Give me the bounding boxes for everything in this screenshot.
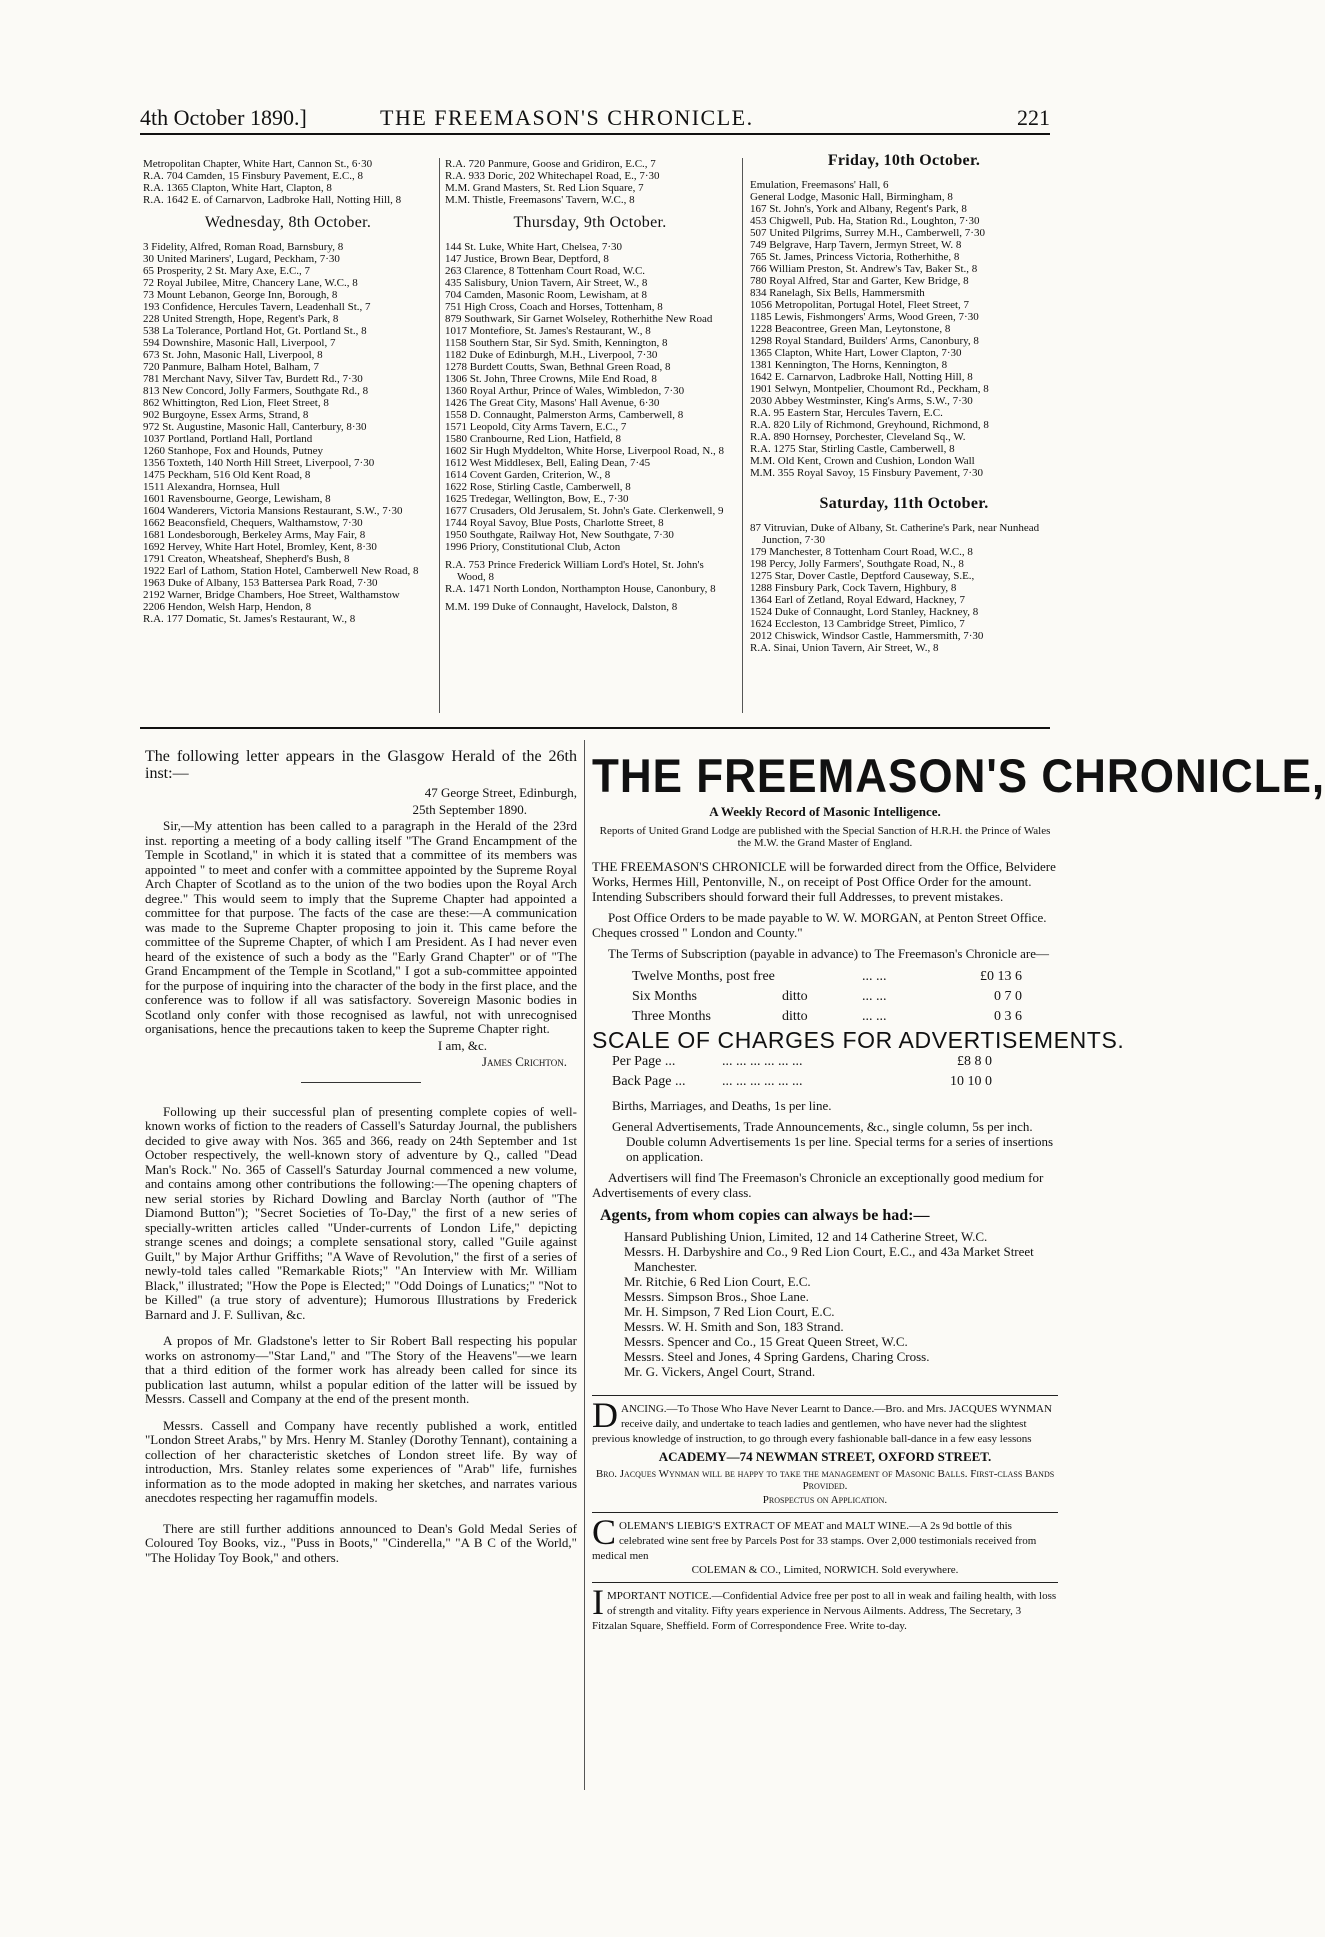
lodge-entry: 1278 Burdett Coutts, Swan, Bethnal Green Road, 8 [445, 361, 671, 373]
masthead [140, 105, 1050, 135]
lodge-entry: 972 St. Augustine, Masonic Hall, Canterbury, 8·30 [143, 421, 367, 433]
lodge-entry: 1558 D. Connaught, Palmerston Arms, Camberwell, 8 [445, 409, 684, 421]
coleman-address: COLEMAN & CO., Limited, NORWICH. Sold everywhere. [691, 1564, 959, 1576]
column-rule [742, 158, 743, 713]
agent-entry: Mr. H. Simpson, 7 Red Lion Court, E.C. [624, 1304, 835, 1319]
lodge-entry: 1524 Duke of Connaught, Lord Stanley, Hackney, 8 [750, 606, 979, 618]
lodge-entry: 2192 Warner, Bridge Chambers, Hoe Street, Walthamstow [143, 589, 400, 601]
lodge-entry: Metropolitan Chapter, White Hart, Cannon St., 6·30 [143, 158, 373, 170]
lodge-entry: 167 St. John's, York and Albany, Regent's Park, 8 [750, 203, 967, 215]
notice-ad [592, 1582, 1058, 1632]
charges-price: 10 10 0 [950, 1074, 992, 1089]
lodge-entry: 1182 Duke of Edinburgh, M.H., Liverpool, 7·30 [445, 349, 658, 361]
charges-dots: ... ... ... ... ... ... [722, 1074, 803, 1089]
lodge-entry: 594 Downshire, Masonic Hall, Liverpool, 7 [143, 337, 336, 349]
article-paragraph: There are still further additions announced to Dean's Gold Medal Series of Coloured Toy Books, viz., "Puss in Boots," "Cinderella," "A B C of the World," "The Holiday Toy Book," and others. [145, 1520, 577, 1565]
lodge-entry: 1260 Stanhope, Fox and Hounds, Putney [143, 445, 323, 457]
terms-dots: ... ... [862, 969, 887, 984]
column-rule [439, 158, 440, 713]
lodge-column-2 [445, 158, 735, 613]
agents-list [592, 1229, 1058, 1379]
article-paragraph: Messrs. Cassell and Company have recently published a work, entitled "London Street Arabs," by Mrs. Henry M. Stanley (Dorothy Tennant), containing a collection of her characteristic sketches of London street life. By way of introduction, Mrs. Stanley relates some experiences of "Arab" life, furnishes information as to the mode adopted in making her sketches, and narrates various anecdotes respecting her ragamuffin models. [145, 1417, 577, 1505]
lodge-list-top [445, 158, 735, 206]
lodge-entry: 1612 West Middlesex, Bell, Ealing Dean, 7·45 [445, 457, 651, 469]
article-paragraph: A propos of Mr. Gladstone's letter to Sir Robert Ball respecting his popular works on astronomy—"Star Land," and "The Story of the Heavens"—we learn that a third edition of the former work has already been called for since its publication last autumn, whilst a popular edition of the latter will be issued by Messrs. Cassell and Company at the end of the present month. [145, 1333, 577, 1406]
lodge-entry: 1625 Tredegar, Wellington, Bow, E., 7·30 [445, 493, 629, 505]
day-heading: Friday, 10th October. [827, 152, 981, 169]
lodge-entry: 538 La Tolerance, Portland Hot, Gt. Portland St., 8 [143, 325, 367, 337]
charges-row [612, 1052, 1058, 1072]
lodge-entry: 1614 Covent Garden, Criterion, W., 8 [445, 469, 611, 481]
lodge-entry: 704 Camden, Masonic Room, Lewisham, at 8 [445, 289, 647, 301]
lodge-entry: R.A. 933 Doric, 202 Whitechapel Road, E., 7·30 [445, 170, 660, 182]
letter-date: 25th September 1890. [412, 801, 527, 817]
charges-table [612, 1052, 1058, 1092]
letter-close: I am, &c. [437, 1037, 487, 1053]
day-heading: Wednesday, 8th October. [204, 214, 372, 231]
lodge-entry: 765 St. James, Princess Victoria, Rotherhithe, 8 [750, 251, 960, 263]
drop-cap: C [592, 1512, 617, 1552]
lodge-entry: 780 Royal Alfred, Star and Garter, Kew Bridge, 8 [750, 275, 969, 287]
lodge-entry: 1288 Finsbury Park, Cock Tavern, Highbury, 8 [750, 582, 957, 594]
lodge-entry: 453 Chigwell, Pub. Ha, Station Rd., Loughton, 7·30 [750, 215, 980, 227]
lodge-entry: 1662 Beaconsfield, Chequers, Walthamstow, 7·30 [143, 517, 363, 529]
lodge-entry: Emulation, Freemasons' Hall, 6 [750, 179, 889, 191]
lodge-entry: 902 Burgoyne, Essex Arms, Strand, 8 [143, 409, 309, 421]
letter-address-line: 47 George Street, Edinburgh, [424, 785, 577, 800]
letter-section [145, 748, 577, 1567]
letter-body: Sir,—My attention has been called to a paragraph in the Herald of the 23rd inst. reporting a meeting of a body calling itself "The Grand Encampment of the Temple in Scotland," in which it is stated that a committee of its members was appointed " to meet and confer with a committee appointed by the Supreme Royal Arch Chapter of Scotland as to the union of the two bodies upon the Royal Arch degree." This would seem to imply that the Supreme Chapter had appointed a committee for that purpose. The facts of the case are these:—A communication was made to the Supreme Chapter proposing to join it. This came before the committee of the Supreme Chapter, of which I am President. As I had never even heard of the existence of such a body as the "Early Grand Chapter" or of "The Grand Encampment of the Temple in Scotland," I got a sub-committee appointed for the purpose of inquiring into the character of the body in the first place, and the conference was to follow if all was satisfactory. Sovereign Masonic bodies in Scotland only confer with those recognised as lawful, not with unrecognised organisations, hence the precautions taken to keep the Supreme Chapter right. [145, 818, 577, 1036]
lodge-entry: 1692 Hervey, White Hart Hotel, Bromley, Kent, 8·30 [143, 541, 377, 553]
lodge-entry: 1365 Clapton, White Hart, Lower Clapton, 7·30 [750, 347, 962, 359]
lodge-entry: R.A. 720 Panmure, Goose and Gridiron, E.C., 7 [445, 158, 656, 170]
publication-title: THE FREEMASON'S CHRONICLE. [380, 105, 754, 130]
terms-ditto: ditto [782, 989, 808, 1004]
terms-dots: ... ... [862, 1009, 887, 1024]
terms-row [632, 967, 1058, 987]
academy-line: ACADEMY—74 NEWMAN STREET, OXFORD STREET. [658, 1449, 992, 1464]
general-note: General Advertisements, Trade Announcements, &c., single column, 5s per inch. Double column Advertisements 1s per line. Special terms for a series of insertions on application. [612, 1119, 1054, 1164]
lodge-entry: M.M. 355 Royal Savoy, 15 Finsbury Pavement, 7·30 [750, 467, 984, 479]
notice-text: MPORTANT NOTICE.—Confidential Advice free per post to all in weak and failing health, with loss of strength and vitality. Fifty years experience in Nervous Ailments. Address, The Secretary, 3 Fitzalan Square, Sheffield. Form of Correspondence Free. Write to-day. [592, 1590, 1057, 1632]
terms-ditto [782, 967, 862, 987]
lodge-entry: 1681 Londesborough, Berkeley Arms, May Fair, 8 [143, 529, 366, 541]
lodge-entry: 1228 Beacontree, Green Man, Leytonstone, 8 [750, 323, 951, 335]
drop-cap: I [592, 1582, 604, 1622]
lodge-entry: 147 Justice, Brown Bear, Deptford, 8 [445, 253, 609, 265]
terms-price: 0 7 0 [994, 989, 1022, 1004]
agents-heading: Agents, from whom copies can always be had:— [600, 1207, 930, 1224]
lodge-entry: 1601 Ravensbourne, George, Lewisham, 8 [143, 493, 331, 505]
terms-price: £0 13 6 [980, 969, 1022, 984]
lodge-entry: 862 Whittington, Red Lion, Fleet Street, 8 [143, 397, 329, 409]
terms-label: Six Months [632, 989, 697, 1004]
issue-date: 4th October 1890.] [140, 105, 307, 130]
dancing-ad [592, 1395, 1058, 1506]
day-heading: Thursday, 9th October. [513, 214, 667, 231]
lodge-entry: R.A. 1642 E. of Carnarvon, Ladbroke Hall, Notting Hill, 8 [143, 194, 402, 206]
chronicle-title: THE FREEMASON'S CHRONICLE, [592, 750, 1325, 803]
prospectus-line: Prospectus on Application. [762, 1494, 888, 1506]
lodge-entry: 1360 Royal Arthur, Prince of Wales, Wimbledon, 7·30 [445, 385, 685, 397]
lodge-entry: R.A. 704 Camden, 15 Finsbury Pavement, E.C., 8 [143, 170, 363, 182]
lodge-entry: R.A. 1471 North London, Northampton House, Canonbury, 8 [445, 583, 716, 595]
lodge-entry: 1364 Earl of Zetland, Royal Edward, Hackney, 7 [750, 594, 965, 606]
charges-row [612, 1072, 1058, 1092]
agent-entry: Messrs. W. H. Smith and Son, 183 Strand. [624, 1319, 844, 1334]
lodge-entry: 1571 Leopold, City Arms Tavern, E.C., 7 [445, 421, 627, 433]
lodge-list [750, 522, 1058, 654]
lodge-entry: 813 New Concord, Jolly Farmers, Southgate Rd., 8 [143, 385, 369, 397]
sanction-note: Reports of United Grand Lodge are published with the Special Sanction of H.R.H. the Prince of Wales the M.W. the Grand Master of England. [599, 825, 1051, 849]
lodge-entry: 1791 Creaton, Wheatsheaf, Shepherd's Bush, 8 [143, 553, 350, 565]
divider [301, 1082, 421, 1083]
lodge-entry: R.A. 1365 Clapton, White Hart, Clapton, 8 [143, 182, 332, 194]
lodge-entry: 87 Vitruvian, Duke of Albany, St. Catherine's Park, near Nunhead Junction, 7·30 [750, 522, 1040, 546]
lodge-entry: 1996 Priory, Constitutional Club, Acton [445, 541, 621, 553]
letter-signature: James Crichton. [481, 1054, 567, 1069]
terms-label: Twelve Months, post free [632, 969, 775, 984]
lodge-entry: 749 Belgrave, Harp Tavern, Jermyn Street, W. 8 [750, 239, 962, 251]
lodge-entry: 73 Mount Lebanon, George Inn, Borough, 8 [143, 289, 338, 301]
terms-row [632, 987, 1058, 1007]
lodge-column-1 [143, 158, 433, 625]
lodge-entry: 263 Clarence, 8 Tottenham Court Road, W.C. [445, 265, 646, 277]
lodge-entry: 1642 E. Carnarvon, Ladbroke Hall, Notting Hill, 8 [750, 371, 973, 383]
agent-entry: Hansard Publishing Union, Limited, 12 and 14 Catherine Street, W.C. [624, 1229, 988, 1244]
scale-heading: SCALE OF CHARGES FOR ADVERTISEMENTS. [592, 1027, 1125, 1053]
orders-paragraph: Post Office Orders to be made payable to W. W. MORGAN, at Penton Street Office. Cheques crossed " London and County." [592, 910, 1047, 940]
lodge-entry: 1185 Lewis, Fishmongers' Arms, Wood Green, 7·30 [750, 311, 979, 323]
lodge-entry: 766 William Preston, St. Andrew's Tav, Baker St., 8 [750, 263, 978, 275]
lodge-entry: 1922 Earl of Lathom, Station Hotel, Camberwell New Road, 8 [143, 565, 419, 577]
lodge-entry: 1963 Duke of Albany, 153 Battersea Park Road, 7·30 [143, 577, 378, 589]
lodge-entry: 72 Royal Jubilee, Mitre, Chancery Lane, W.C., 8 [143, 277, 358, 289]
lodge-entry: 1624 Eccleston, 13 Cambridge Street, Pimlico, 7 [750, 618, 965, 630]
lodge-entry: 198 Percy, Jolly Farmers', Southgate Road, N., 8 [750, 558, 964, 570]
lodge-entry: 1475 Peckham, 516 Old Kent Road, 8 [143, 469, 311, 481]
lodge-entry: 673 St. John, Masonic Hall, Liverpool, 8 [143, 349, 323, 361]
terms-price: 0 3 6 [994, 1009, 1022, 1024]
lodge-entry: 193 Confidence, Hercules Tavern, Leadenhall St., 7 [143, 301, 371, 313]
charges-price: £8 8 0 [957, 1054, 992, 1069]
lodge-entry: 1426 The Great City, Masons' Hall Avenue, 6·30 [445, 397, 660, 409]
lodge-entry: R.A. 177 Domatic, St. James's Restaurant, W., 8 [143, 613, 356, 625]
section-separator [140, 727, 1050, 729]
lodge-entry: 1158 Southern Star, Sir Syd. Smith, Kennington, 8 [445, 337, 668, 349]
lodge-entry: 1037 Portland, Portland Hall, Portland [143, 433, 313, 445]
lodge-entry: 1602 Sir Hugh Myddelton, White Horse, Liverpool Road, N., 8 [445, 445, 725, 457]
dancing-text: ANCING.—To Those Who Have Never Learnt to Dance.—Bro. and Mrs. JACQUES WYNMAN receive daily, and undertake to teach ladies and gentlemen, who have never had the slightest previous knowledge of instruction, to go through every fashionable ball-dance in a few easy lessons [592, 1403, 1052, 1445]
lodge-entry: 1677 Crusaders, Old Jerusalem, St. John's Gate. Clerkenwell, 9 [445, 505, 724, 517]
lodge-entry: 1622 Rose, Stirling Castle, Camberwell, 8 [445, 481, 631, 493]
lodge-entry: 2030 Abbey Westminster, King's Arms, S.W., 7·30 [750, 395, 973, 407]
lodge-entry: 1056 Metropolitan, Portugal Hotel, Fleet Street, 7 [750, 299, 970, 311]
article-paragraph: Following up their successful plan of presenting complete copies of well-known works of fiction to the readers of Cassell's Saturday Journal, the publishers decided to give away with Nos. 365 and 366, ready on 24th September and 1st October respectively, the well-known story of adventure by Q., called "Dead Man's Rock." No. 365 of Cassell's Saturday Journal commenced a new volume, and contains among other contributions the following:—The opening chapters of new serial stories by Richard Dowling and Barclay North (author of "The Diamond Button"); "Secret Societies of To-Day," the first of a new series of specially-written articles called "Under-currents of London Life," depicting strange scenes and doings; a complete sensational story, called "Guile against Guilt," by Major Arthur Griffiths; "A Wave of Revolution," the first of a series of newly-told tales called "Remarkable Riots;" "An Interview with Mr. William Black," illustrated; "How the Pope is Elected;" "Odd Doings of Lunatics;" "Not to be Killed" (a true story of adventure); Humorous Illustrations by Frederick Barnard and J. F. Sullivan, &c. [145, 1103, 577, 1322]
chronicle-subtitle: A Weekly Record of Masonic Intelligence. [709, 804, 941, 819]
lodge-entry: 435 Salisbury, Union Tavern, Air Street, W., 8 [445, 277, 648, 289]
advertisers-note: Advertisers will find The Freemason's Chronicle an exceptionally good medium for Advertisements of every class. [592, 1170, 1044, 1200]
agent-entry: Messrs. Spencer and Co., 15 Great Queen Street, W.C. [624, 1334, 908, 1349]
lodge-entry: 3 Fidelity, Alfred, Roman Road, Barnsbury, 8 [143, 241, 344, 253]
lodge-entry: R.A. 95 Eastern Star, Hercules Tavern, E.C. [750, 407, 943, 419]
lodge-entry: R.A. 1275 Star, Stirling Castle, Camberwell, 8 [750, 443, 955, 455]
lodge-entry: R.A. Sinai, Union Tavern, Air Street, W., 8 [750, 642, 939, 654]
lodge-entry: 879 Southwark, Sir Garnet Wolseley, Rotherhithe New Road [445, 313, 713, 325]
agent-entry: Messrs. Simpson Bros., Shoe Lane. [624, 1289, 809, 1304]
terms-row [632, 1007, 1058, 1027]
lodge-entry: 1950 Southgate, Railway Hot, New Southgate, 7·30 [445, 529, 674, 541]
lodge-column-3 [750, 150, 1058, 654]
coleman-text: OLEMAN'S LIEBIG'S EXTRACT OF MEAT and MALT WINE.—A 2s 9d bottle of this celebrated wine sent free by Parcels Post for 33 stamps. Over 2,000 testimonials received from medical men [592, 1520, 1037, 1562]
lodge-list-ra [445, 559, 735, 595]
terms-label: Three Months [632, 1009, 711, 1024]
agent-entry: Mr. G. Vickers, Angel Court, Strand. [624, 1364, 816, 1379]
lodge-entry: 1298 Royal Standard, Builders' Arms, Canonbury, 8 [750, 335, 979, 347]
lodge-entry: 30 United Mariners', Lugard, Peckham, 7·30 [143, 253, 340, 265]
lodge-entry: 179 Manchester, 8 Tottenham Court Road, W.C., 8 [750, 546, 973, 558]
lodge-list-top [143, 158, 433, 206]
lodge-list [143, 241, 433, 625]
terms-table [632, 967, 1058, 1027]
lodge-entry: 228 United Strength, Hope, Regent's Park, 8 [143, 313, 339, 325]
lodge-entry: 1580 Cranbourne, Red Lion, Hatfield, 8 [445, 433, 621, 445]
lodge-entry: 1017 Montefiore, St. James's Restaurant, W., 8 [445, 325, 651, 337]
terms-paragraph: The Terms of Subscription (payable in advance) to The Freemason's Chronicle are— [608, 946, 1050, 961]
lodge-entry: 781 Merchant Navy, Silver Tav, Burdett Rd., 7·30 [143, 373, 363, 385]
management-line: Bro. Jacques Wynman will be happy to take the management of Masonic Balls. First-class Bands Provided. [595, 1468, 1055, 1492]
lodge-entry: 834 Ranelagh, Six Bells, Hammersmith [750, 287, 925, 299]
lodge-entry: 1901 Selwyn, Montpelier, Choumont Rd., Peckham, 8 [750, 383, 989, 395]
lodge-entry: 1275 Star, Dover Castle, Deptford Causeway, S.E., [750, 570, 975, 582]
column-rule [584, 740, 585, 1790]
terms-dots: ... ... [862, 989, 887, 1004]
lodge-entry: 1744 Royal Savoy, Blue Posts, Charlotte Street, 8 [445, 517, 664, 529]
lodge-list [750, 179, 1058, 479]
charges-label: Per Page ... [612, 1054, 676, 1069]
charges-label: Back Page ... [612, 1074, 686, 1089]
lodge-list [445, 241, 735, 553]
lodge-entry: R.A. 820 Lily of Richmond, Greyhound, Richmond, 8 [750, 419, 989, 431]
day-heading: Saturday, 11th October. [819, 495, 989, 512]
lodge-entry: General Lodge, Masonic Hall, Birmingham, 8 [750, 191, 953, 203]
advertisement-column [592, 750, 1325, 1632]
lodge-entry: M.M. Old Kent, Crown and Cushion, London Wall [750, 455, 975, 467]
lodge-entry: 751 High Cross, Coach and Horses, Tottenham, 8 [445, 301, 663, 313]
births-note: Births, Marriages, and Deaths, 1s per line. [612, 1098, 832, 1113]
page-number: 221 [1017, 105, 1050, 130]
lodge-entry: 65 Prosperity, 2 St. Mary Axe, E.C., 7 [143, 265, 311, 277]
lodge-entry: 720 Panmure, Balham Hotel, Balham, 7 [143, 361, 319, 373]
terms-ditto: ditto [782, 1009, 808, 1024]
lodge-entry: 1306 St. John, Three Crowns, Mile End Road, 8 [445, 373, 657, 385]
drop-cap: D [592, 1395, 618, 1435]
lodge-entry: 144 St. Luke, White Hart, Chelsea, 7·30 [445, 241, 622, 253]
lodge-entry: 1381 Kennington, The Horns, Kennington, 8 [750, 359, 948, 371]
agent-entry: Messrs. H. Darbyshire and Co., 9 Red Lion Court, E.C., and 43a Market Street Manchester. [624, 1244, 1034, 1274]
subscription-paragraph: THE FREEMASON'S CHRONICLE will be forwarded direct from the Office, Belvidere Works, Hermes Hill, Pentonville, N., on receipt of Post Office Order for the amount. Intending Subscribers should forward their full Addresses, to prevent mistakes. [592, 859, 1056, 904]
agent-entry: Messrs. Steel and Jones, 4 Spring Gardens, Charing Cross. [624, 1349, 930, 1364]
lodge-entry: 507 United Pilgrims, Surrey M.H., Camberwell, 7·30 [750, 227, 985, 239]
lodge-entry: 2012 Chiswick, Windsor Castle, Hammersmith, 7·30 [750, 630, 984, 642]
lodge-entry: R.A. 890 Hornsey, Porchester, Cleveland Sq., W. [750, 431, 966, 443]
charges-dots: ... ... ... ... ... ... [722, 1054, 803, 1069]
lodge-entry: 1604 Wanderers, Victoria Mansions Restaurant, S.W., 7·30 [143, 505, 403, 517]
lodge-entry: 1511 Alexandra, Hornsea, Hull [143, 481, 280, 493]
letter-intro: The following letter appears in the Glasgow Herald of the 26th inst:— [145, 748, 577, 782]
lodge-entry: M.M. Thistle, Freemasons' Tavern, W.C., 8 [445, 194, 635, 206]
coleman-ad [592, 1512, 1058, 1576]
lodge-entry: R.A. 753 Prince Frederick William Lord's Hotel, St. John's Wood, 8 [445, 559, 704, 583]
lodge-entry: 2206 Hendon, Welsh Harp, Hendon, 8 [143, 601, 312, 613]
lodge-entry: M.M. 199 Duke of Connaught, Havelock, Dalston, 8 [445, 601, 678, 613]
lodge-entry: M.M. Grand Masters, St. Red Lion Square, 7 [445, 182, 644, 194]
lodge-entry: 1356 Toxteth, 140 North Hill Street, Liverpool, 7·30 [143, 457, 375, 469]
agent-entry: Mr. Ritchie, 6 Red Lion Court, E.C. [624, 1274, 811, 1289]
